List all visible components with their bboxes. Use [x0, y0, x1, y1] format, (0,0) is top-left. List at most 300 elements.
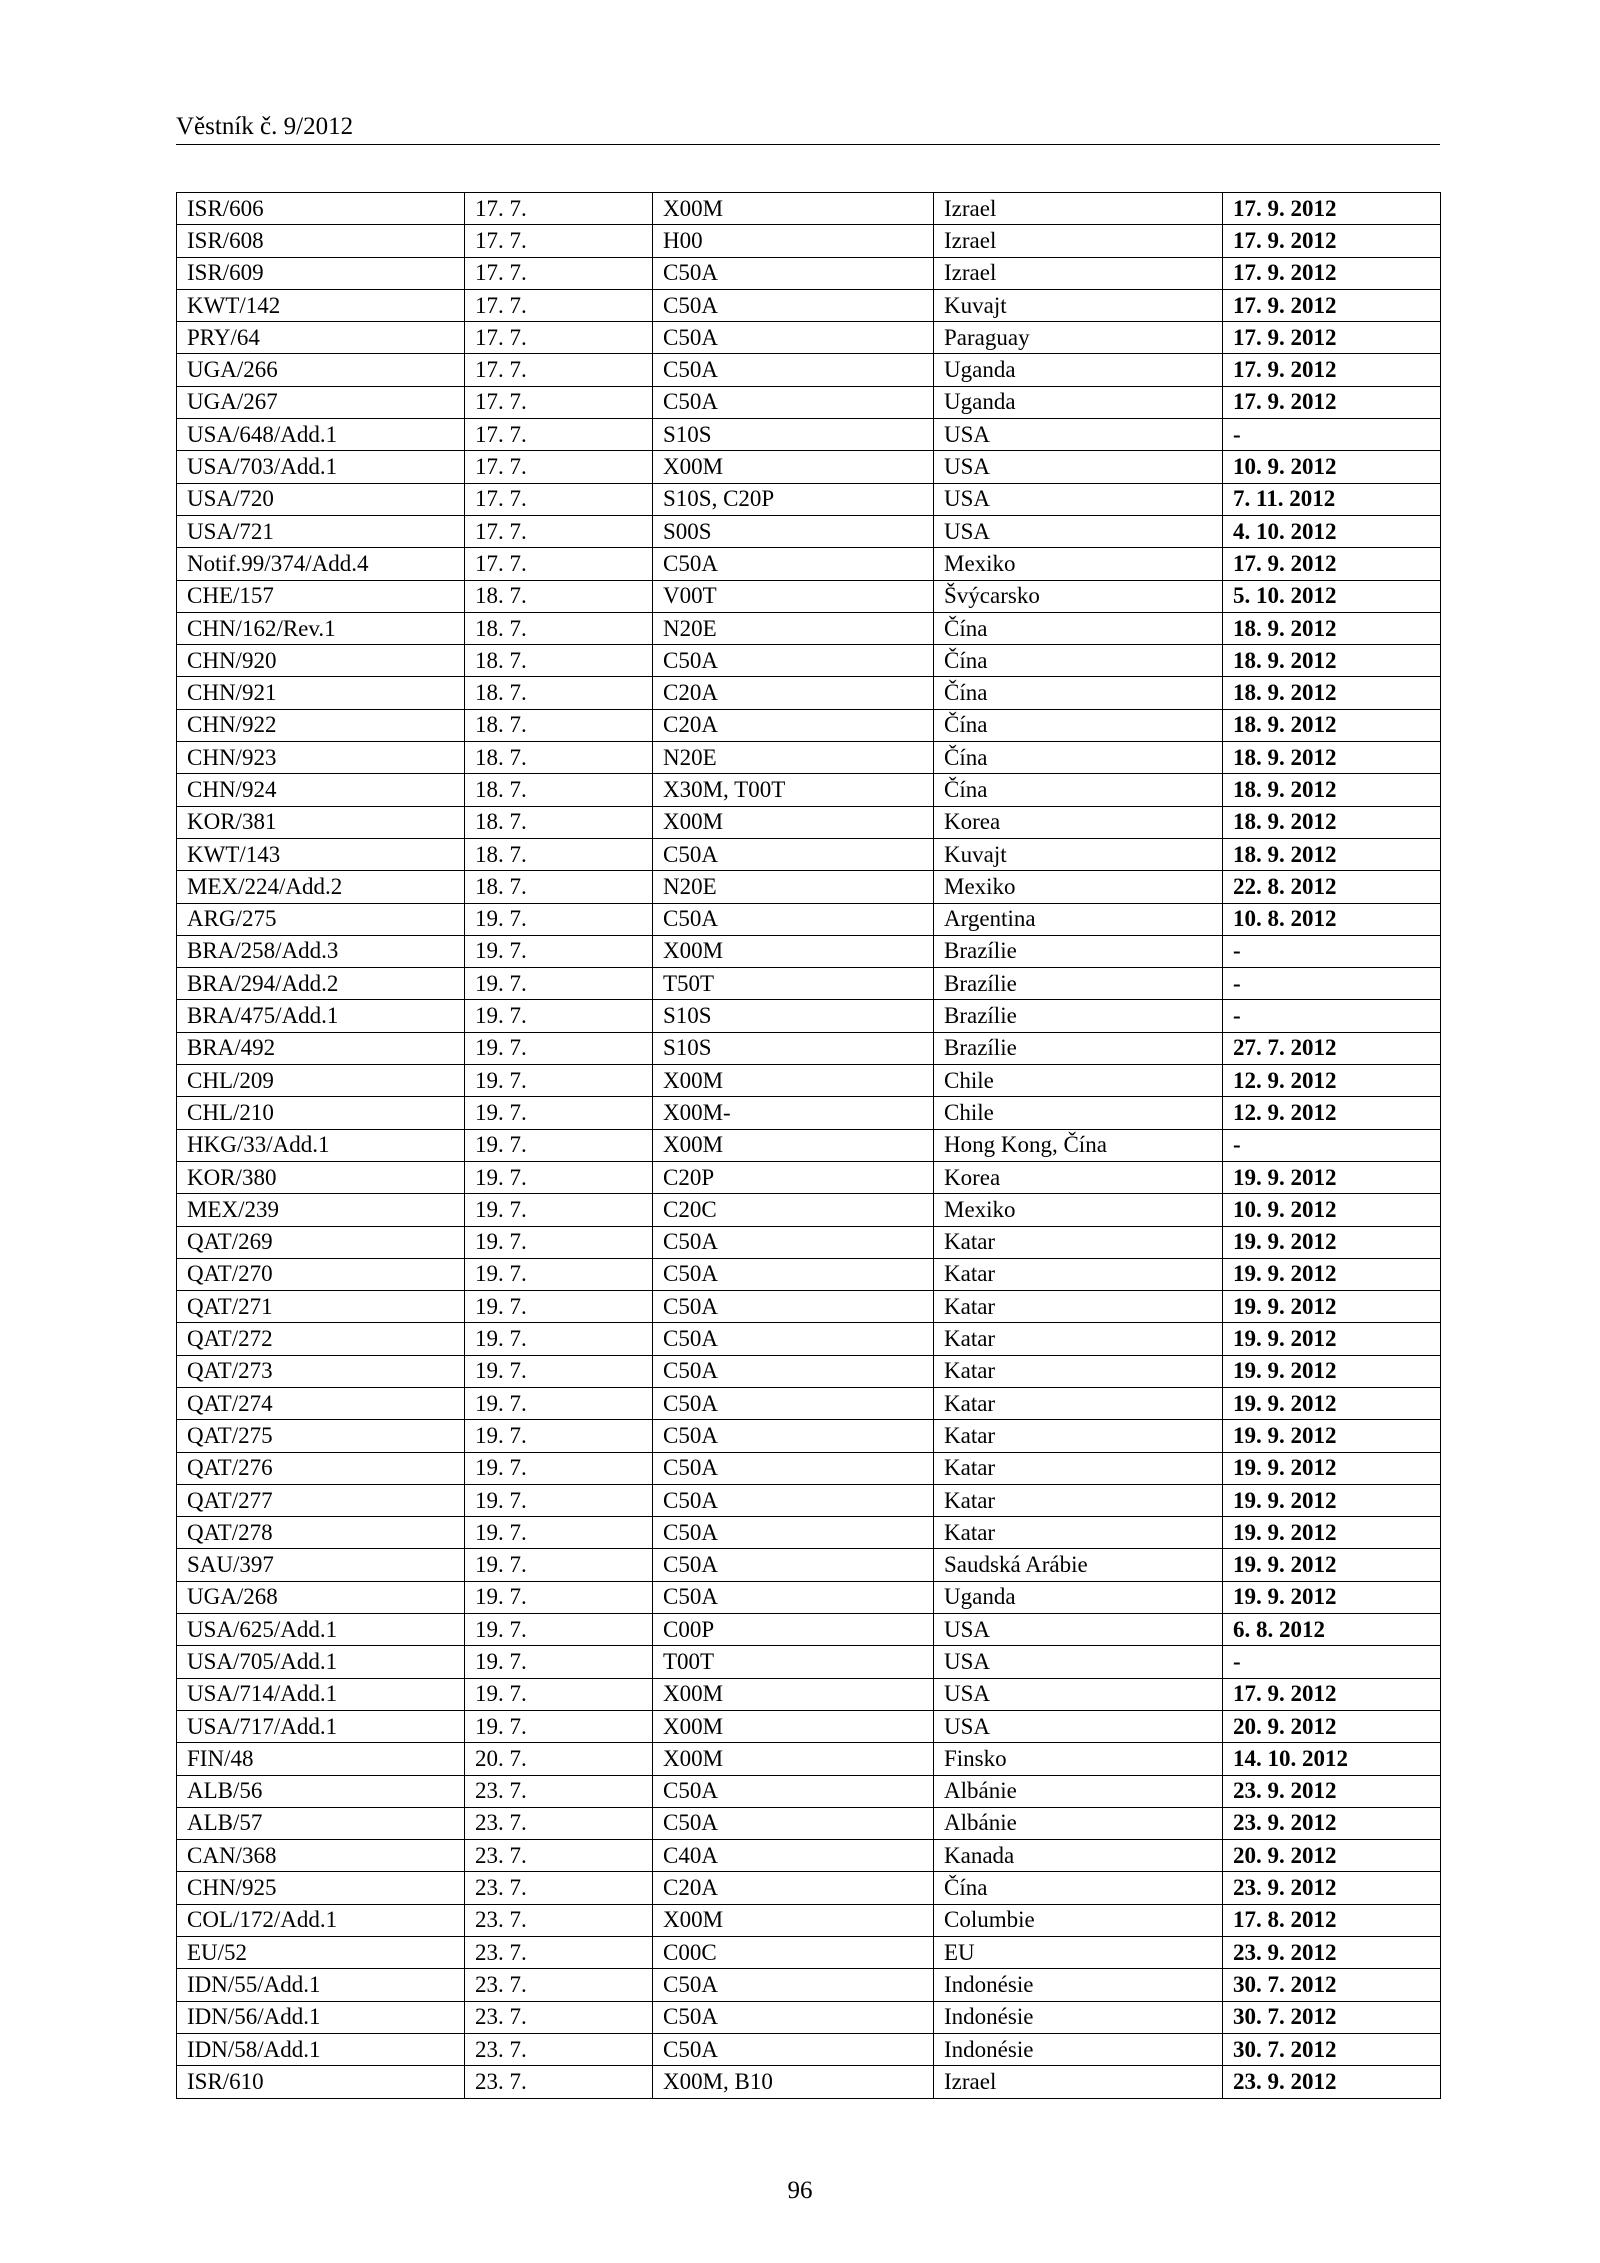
- date-cell: 23. 7.: [465, 1775, 653, 1807]
- deadline-cell: 19. 9. 2012: [1223, 1581, 1441, 1613]
- deadline-cell: 19. 9. 2012: [1223, 1226, 1441, 1258]
- country-cell: Katar: [934, 1387, 1223, 1419]
- code-cell: C50A: [653, 354, 934, 386]
- table-row: [177, 1937, 1441, 1969]
- date-cell: 17. 7.: [465, 289, 653, 321]
- country-cell: Chile: [934, 1097, 1223, 1129]
- deadline-cell: 18. 9. 2012: [1223, 838, 1441, 870]
- country-cell: Mexiko: [934, 548, 1223, 580]
- notification-id-cell: UGA/266: [177, 354, 465, 386]
- notifications-table: [176, 192, 1441, 2099]
- notification-id-cell: SAU/397: [177, 1549, 465, 1581]
- deadline-cell: 22. 8. 2012: [1223, 871, 1441, 903]
- deadline-cell: 17. 9. 2012: [1223, 322, 1441, 354]
- table-row: [177, 2066, 1441, 2098]
- table-row: [177, 1355, 1441, 1387]
- notification-id-cell: BRA/294/Add.2: [177, 968, 465, 1000]
- notification-id-cell: IDN/58/Add.1: [177, 2033, 465, 2065]
- table-row: [177, 709, 1441, 741]
- country-cell: Uganda: [934, 1581, 1223, 1613]
- notification-id-cell: Notif.99/374/Add.4: [177, 548, 465, 580]
- country-cell: USA: [934, 419, 1223, 451]
- date-cell: 19. 7.: [465, 1258, 653, 1290]
- table-row: [177, 1614, 1441, 1646]
- notification-id-cell: ISR/608: [177, 225, 465, 257]
- code-cell: X00M: [653, 935, 934, 967]
- date-cell: 18. 7.: [465, 774, 653, 806]
- code-cell: C50A: [653, 1549, 934, 1581]
- country-cell: Uganda: [934, 386, 1223, 418]
- code-cell: X00M: [653, 1065, 934, 1097]
- deadline-cell: 18. 9. 2012: [1223, 645, 1441, 677]
- code-cell: C50A: [653, 645, 934, 677]
- code-cell: C50A: [653, 1420, 934, 1452]
- deadline-cell: 30. 7. 2012: [1223, 2033, 1441, 2065]
- notification-id-cell: USA/648/Add.1: [177, 419, 465, 451]
- deadline-cell: 18. 9. 2012: [1223, 709, 1441, 741]
- date-cell: 19. 7.: [465, 1194, 653, 1226]
- table-row: [177, 354, 1441, 386]
- code-cell: X00M: [653, 1678, 934, 1710]
- notification-id-cell: QAT/270: [177, 1258, 465, 1290]
- table-row: [177, 1549, 1441, 1581]
- country-cell: Kanada: [934, 1840, 1223, 1872]
- country-cell: Albánie: [934, 1775, 1223, 1807]
- page-title: Věstník č. 9/2012: [176, 113, 354, 140]
- deadline-cell: 12. 9. 2012: [1223, 1065, 1441, 1097]
- date-cell: 18. 7.: [465, 838, 653, 870]
- deadline-cell: 10. 8. 2012: [1223, 903, 1441, 935]
- notification-id-cell: KWT/142: [177, 289, 465, 321]
- notification-id-cell: ARG/275: [177, 903, 465, 935]
- code-cell: C50A: [653, 386, 934, 418]
- country-cell: Brazílie: [934, 1032, 1223, 1064]
- date-cell: 23. 7.: [465, 2001, 653, 2033]
- table-row: [177, 2001, 1441, 2033]
- code-cell: C50A: [653, 257, 934, 289]
- code-cell: C50A: [653, 903, 934, 935]
- deadline-cell: -: [1223, 1646, 1441, 1678]
- code-cell: C20P: [653, 1161, 934, 1193]
- date-cell: 23. 7.: [465, 2033, 653, 2065]
- deadline-cell: 19. 9. 2012: [1223, 1484, 1441, 1516]
- date-cell: 19. 7.: [465, 1420, 653, 1452]
- deadline-cell: 17. 9. 2012: [1223, 548, 1441, 580]
- notification-id-cell: HKG/33/Add.1: [177, 1129, 465, 1161]
- table-row: [177, 1000, 1441, 1032]
- deadline-cell: 17. 9. 2012: [1223, 386, 1441, 418]
- date-cell: 18. 7.: [465, 742, 653, 774]
- country-cell: Indonésie: [934, 2033, 1223, 2065]
- deadline-cell: -: [1223, 1129, 1441, 1161]
- date-cell: 18. 7.: [465, 709, 653, 741]
- code-cell: C40A: [653, 1840, 934, 1872]
- country-cell: Katar: [934, 1323, 1223, 1355]
- notification-id-cell: KOR/380: [177, 1161, 465, 1193]
- date-cell: 19. 7.: [465, 1129, 653, 1161]
- country-cell: Brazílie: [934, 968, 1223, 1000]
- date-cell: 18. 7.: [465, 871, 653, 903]
- table-row: [177, 289, 1441, 321]
- code-cell: V00T: [653, 580, 934, 612]
- date-cell: 18. 7.: [465, 612, 653, 644]
- notification-id-cell: QAT/278: [177, 1517, 465, 1549]
- table-row: [177, 838, 1441, 870]
- code-cell: C20C: [653, 1194, 934, 1226]
- deadline-cell: 17. 9. 2012: [1223, 289, 1441, 321]
- date-cell: 19. 7.: [465, 1484, 653, 1516]
- deadline-cell: -: [1223, 1000, 1441, 1032]
- code-cell: C50A: [653, 1226, 934, 1258]
- notification-id-cell: ALB/56: [177, 1775, 465, 1807]
- code-cell: S10S: [653, 419, 934, 451]
- country-cell: Columbie: [934, 1904, 1223, 1936]
- country-cell: USA: [934, 483, 1223, 515]
- country-cell: Katar: [934, 1291, 1223, 1323]
- code-cell: C50A: [653, 1775, 934, 1807]
- date-cell: 18. 7.: [465, 645, 653, 677]
- date-cell: 17. 7.: [465, 386, 653, 418]
- code-cell: T50T: [653, 968, 934, 1000]
- deadline-cell: 30. 7. 2012: [1223, 2001, 1441, 2033]
- deadline-cell: 19. 9. 2012: [1223, 1291, 1441, 1323]
- deadline-cell: 20. 9. 2012: [1223, 1840, 1441, 1872]
- table-row: [177, 1452, 1441, 1484]
- date-cell: 19. 7.: [465, 1710, 653, 1742]
- deadline-cell: 30. 7. 2012: [1223, 1969, 1441, 2001]
- table-body: [177, 193, 1441, 2099]
- table-row: [177, 1161, 1441, 1193]
- country-cell: USA: [934, 515, 1223, 547]
- code-cell: X00M: [653, 806, 934, 838]
- date-cell: 19. 7.: [465, 1226, 653, 1258]
- notification-id-cell: IDN/56/Add.1: [177, 2001, 465, 2033]
- table-row: [177, 419, 1441, 451]
- code-cell: S00S: [653, 515, 934, 547]
- date-cell: 17. 7.: [465, 451, 653, 483]
- code-cell: S10S: [653, 1032, 934, 1064]
- table-row: [177, 1710, 1441, 1742]
- code-cell: C50A: [653, 289, 934, 321]
- table-row: [177, 451, 1441, 483]
- deadline-cell: 17. 9. 2012: [1223, 193, 1441, 225]
- notification-id-cell: QAT/277: [177, 1484, 465, 1516]
- country-cell: Katar: [934, 1226, 1223, 1258]
- code-cell: C50A: [653, 1581, 934, 1613]
- notification-id-cell: UGA/268: [177, 1581, 465, 1613]
- code-cell: C20A: [653, 1872, 934, 1904]
- deadline-cell: 18. 9. 2012: [1223, 677, 1441, 709]
- date-cell: 23. 7.: [465, 1937, 653, 1969]
- country-cell: Katar: [934, 1517, 1223, 1549]
- code-cell: N20E: [653, 871, 934, 903]
- date-cell: 18. 7.: [465, 580, 653, 612]
- country-cell: Korea: [934, 1161, 1223, 1193]
- date-cell: 17. 7.: [465, 483, 653, 515]
- deadline-cell: 19. 9. 2012: [1223, 1452, 1441, 1484]
- notification-id-cell: BRA/475/Add.1: [177, 1000, 465, 1032]
- table-row: [177, 1840, 1441, 1872]
- deadline-cell: 20. 9. 2012: [1223, 1710, 1441, 1742]
- country-cell: Mexiko: [934, 1194, 1223, 1226]
- deadline-cell: 17. 9. 2012: [1223, 354, 1441, 386]
- table-row: [177, 515, 1441, 547]
- country-cell: Čína: [934, 612, 1223, 644]
- country-cell: Katar: [934, 1452, 1223, 1484]
- table-row: [177, 1646, 1441, 1678]
- country-cell: Albánie: [934, 1807, 1223, 1839]
- notification-id-cell: MEX/239: [177, 1194, 465, 1226]
- deadline-cell: 17. 9. 2012: [1223, 225, 1441, 257]
- country-cell: Indonésie: [934, 2001, 1223, 2033]
- deadline-cell: 19. 9. 2012: [1223, 1323, 1441, 1355]
- code-cell: T00T: [653, 1646, 934, 1678]
- table-row: [177, 1258, 1441, 1290]
- deadline-cell: 23. 9. 2012: [1223, 1872, 1441, 1904]
- code-cell: S10S, C20P: [653, 483, 934, 515]
- country-cell: Katar: [934, 1484, 1223, 1516]
- deadline-cell: 19. 9. 2012: [1223, 1355, 1441, 1387]
- country-cell: Katar: [934, 1258, 1223, 1290]
- country-cell: Paraguay: [934, 322, 1223, 354]
- table-row: [177, 903, 1441, 935]
- country-cell: Kuvajt: [934, 838, 1223, 870]
- code-cell: C50A: [653, 2033, 934, 2065]
- code-cell: C50A: [653, 1969, 934, 2001]
- code-cell: C50A: [653, 2001, 934, 2033]
- table-row: [177, 2033, 1441, 2065]
- notification-id-cell: IDN/55/Add.1: [177, 1969, 465, 2001]
- notification-id-cell: CHN/920: [177, 645, 465, 677]
- country-cell: Čína: [934, 677, 1223, 709]
- deadline-cell: 19. 9. 2012: [1223, 1258, 1441, 1290]
- deadline-cell: 18. 9. 2012: [1223, 774, 1441, 806]
- deadline-cell: 23. 9. 2012: [1223, 2066, 1441, 2098]
- notification-id-cell: CHL/210: [177, 1097, 465, 1129]
- country-cell: EU: [934, 1937, 1223, 1969]
- country-cell: Kuvajt: [934, 289, 1223, 321]
- date-cell: 23. 7.: [465, 1807, 653, 1839]
- code-cell: C50A: [653, 1517, 934, 1549]
- table-row: [177, 1484, 1441, 1516]
- table-row: [177, 935, 1441, 967]
- notification-id-cell: CHN/921: [177, 677, 465, 709]
- country-cell: Mexiko: [934, 871, 1223, 903]
- table-row: [177, 1291, 1441, 1323]
- table-row: [177, 612, 1441, 644]
- notification-id-cell: KWT/143: [177, 838, 465, 870]
- code-cell: C50A: [653, 1807, 934, 1839]
- date-cell: 18. 7.: [465, 806, 653, 838]
- date-cell: 23. 7.: [465, 2066, 653, 2098]
- country-cell: Katar: [934, 1355, 1223, 1387]
- date-cell: 17. 7.: [465, 515, 653, 547]
- deadline-cell: 6. 8. 2012: [1223, 1614, 1441, 1646]
- date-cell: 23. 7.: [465, 1969, 653, 2001]
- country-cell: USA: [934, 1614, 1223, 1646]
- deadline-cell: 10. 9. 2012: [1223, 1194, 1441, 1226]
- code-cell: N20E: [653, 612, 934, 644]
- country-cell: Indonésie: [934, 1969, 1223, 2001]
- date-cell: 23. 7.: [465, 1840, 653, 1872]
- table-row: [177, 1032, 1441, 1064]
- notification-id-cell: QAT/274: [177, 1387, 465, 1419]
- table-row: [177, 1387, 1441, 1419]
- deadline-cell: -: [1223, 935, 1441, 967]
- deadline-cell: 19. 9. 2012: [1223, 1549, 1441, 1581]
- date-cell: 19. 7.: [465, 935, 653, 967]
- deadline-cell: 23. 9. 2012: [1223, 1775, 1441, 1807]
- notification-id-cell: KOR/381: [177, 806, 465, 838]
- country-cell: Korea: [934, 806, 1223, 838]
- notification-id-cell: QAT/273: [177, 1355, 465, 1387]
- notification-id-cell: QAT/276: [177, 1452, 465, 1484]
- code-cell: X00M-: [653, 1097, 934, 1129]
- deadline-cell: 18. 9. 2012: [1223, 612, 1441, 644]
- country-cell: USA: [934, 1678, 1223, 1710]
- table-row: [177, 1517, 1441, 1549]
- table-row: [177, 1420, 1441, 1452]
- date-cell: 19. 7.: [465, 1452, 653, 1484]
- deadline-cell: 19. 9. 2012: [1223, 1161, 1441, 1193]
- deadline-cell: -: [1223, 968, 1441, 1000]
- table-row: [177, 1581, 1441, 1613]
- date-cell: 23. 7.: [465, 1904, 653, 1936]
- table-row: [177, 968, 1441, 1000]
- deadline-cell: 18. 9. 2012: [1223, 742, 1441, 774]
- table-row: [177, 1807, 1441, 1839]
- notification-id-cell: CHN/162/Rev.1: [177, 612, 465, 644]
- table-row: [177, 1194, 1441, 1226]
- country-cell: Chile: [934, 1065, 1223, 1097]
- code-cell: C50A: [653, 1484, 934, 1516]
- table-row: [177, 1065, 1441, 1097]
- notification-id-cell: CHN/925: [177, 1872, 465, 1904]
- notification-id-cell: QAT/275: [177, 1420, 465, 1452]
- deadline-cell: 17. 9. 2012: [1223, 1678, 1441, 1710]
- table-row: [177, 1775, 1441, 1807]
- deadline-cell: 7. 11. 2012: [1223, 483, 1441, 515]
- page-header: [176, 112, 1440, 145]
- table-row: [177, 677, 1441, 709]
- deadline-cell: 19. 9. 2012: [1223, 1517, 1441, 1549]
- country-cell: Švýcarsko: [934, 580, 1223, 612]
- deadline-cell: 14. 10. 2012: [1223, 1743, 1441, 1775]
- country-cell: Čína: [934, 1872, 1223, 1904]
- deadline-cell: 17. 9. 2012: [1223, 257, 1441, 289]
- table-row: [177, 193, 1441, 225]
- notification-id-cell: QAT/269: [177, 1226, 465, 1258]
- notification-id-cell: BRA/492: [177, 1032, 465, 1064]
- country-cell: Izrael: [934, 193, 1223, 225]
- country-cell: Izrael: [934, 225, 1223, 257]
- date-cell: 17. 7.: [465, 225, 653, 257]
- notification-id-cell: BRA/258/Add.3: [177, 935, 465, 967]
- date-cell: 19. 7.: [465, 968, 653, 1000]
- date-cell: 19. 7.: [465, 1065, 653, 1097]
- table-row: [177, 1323, 1441, 1355]
- notification-id-cell: QAT/272: [177, 1323, 465, 1355]
- code-cell: H00: [653, 225, 934, 257]
- code-cell: C50A: [653, 1355, 934, 1387]
- date-cell: 19. 7.: [465, 1614, 653, 1646]
- date-cell: 19. 7.: [465, 1097, 653, 1129]
- notification-id-cell: CHN/923: [177, 742, 465, 774]
- country-cell: USA: [934, 1646, 1223, 1678]
- date-cell: 17. 7.: [465, 257, 653, 289]
- country-cell: Izrael: [934, 257, 1223, 289]
- deadline-cell: 17. 8. 2012: [1223, 1904, 1441, 1936]
- notification-id-cell: ALB/57: [177, 1807, 465, 1839]
- date-cell: 17. 7.: [465, 354, 653, 386]
- notification-id-cell: ISR/609: [177, 257, 465, 289]
- country-cell: Brazílie: [934, 935, 1223, 967]
- table-row: [177, 1969, 1441, 2001]
- date-cell: 19. 7.: [465, 1387, 653, 1419]
- date-cell: 20. 7.: [465, 1743, 653, 1775]
- table-row: [177, 742, 1441, 774]
- code-cell: C50A: [653, 1387, 934, 1419]
- country-cell: Čína: [934, 709, 1223, 741]
- country-cell: Finsko: [934, 1743, 1223, 1775]
- code-cell: C50A: [653, 1291, 934, 1323]
- date-cell: 19. 7.: [465, 903, 653, 935]
- country-cell: Saudská Arábie: [934, 1549, 1223, 1581]
- date-cell: 19. 7.: [465, 1291, 653, 1323]
- date-cell: 19. 7.: [465, 1161, 653, 1193]
- code-cell: X00M, B10: [653, 2066, 934, 2098]
- table-row: [177, 1226, 1441, 1258]
- code-cell: C50A: [653, 548, 934, 580]
- notification-id-cell: ISR/610: [177, 2066, 465, 2098]
- notification-id-cell: COL/172/Add.1: [177, 1904, 465, 1936]
- deadline-cell: -: [1223, 419, 1441, 451]
- notification-id-cell: USA/717/Add.1: [177, 1710, 465, 1742]
- date-cell: 19. 7.: [465, 1646, 653, 1678]
- country-cell: Argentina: [934, 903, 1223, 935]
- table-row: [177, 1129, 1441, 1161]
- table-row: [177, 580, 1441, 612]
- country-cell: Katar: [934, 1420, 1223, 1452]
- code-cell: C20A: [653, 709, 934, 741]
- code-cell: C50A: [653, 322, 934, 354]
- table-row: [177, 1904, 1441, 1936]
- deadline-cell: 4. 10. 2012: [1223, 515, 1441, 547]
- date-cell: 17. 7.: [465, 419, 653, 451]
- table-row: [177, 1678, 1441, 1710]
- code-cell: N20E: [653, 742, 934, 774]
- notification-id-cell: USA/720: [177, 483, 465, 515]
- date-cell: 17. 7.: [465, 193, 653, 225]
- code-cell: X00M: [653, 1904, 934, 1936]
- notification-id-cell: PRY/64: [177, 322, 465, 354]
- date-cell: 17. 7.: [465, 548, 653, 580]
- country-cell: USA: [934, 451, 1223, 483]
- deadline-cell: 23. 9. 2012: [1223, 1807, 1441, 1839]
- code-cell: X00M: [653, 1710, 934, 1742]
- notification-id-cell: CHN/922: [177, 709, 465, 741]
- table-row: [177, 322, 1441, 354]
- date-cell: 19. 7.: [465, 1517, 653, 1549]
- code-cell: X00M: [653, 1129, 934, 1161]
- date-cell: 19. 7.: [465, 1000, 653, 1032]
- country-cell: Brazílie: [934, 1000, 1223, 1032]
- notification-id-cell: USA/703/Add.1: [177, 451, 465, 483]
- code-cell: X00M: [653, 1743, 934, 1775]
- code-cell: C50A: [653, 1323, 934, 1355]
- country-cell: Čína: [934, 645, 1223, 677]
- notification-id-cell: CHE/157: [177, 580, 465, 612]
